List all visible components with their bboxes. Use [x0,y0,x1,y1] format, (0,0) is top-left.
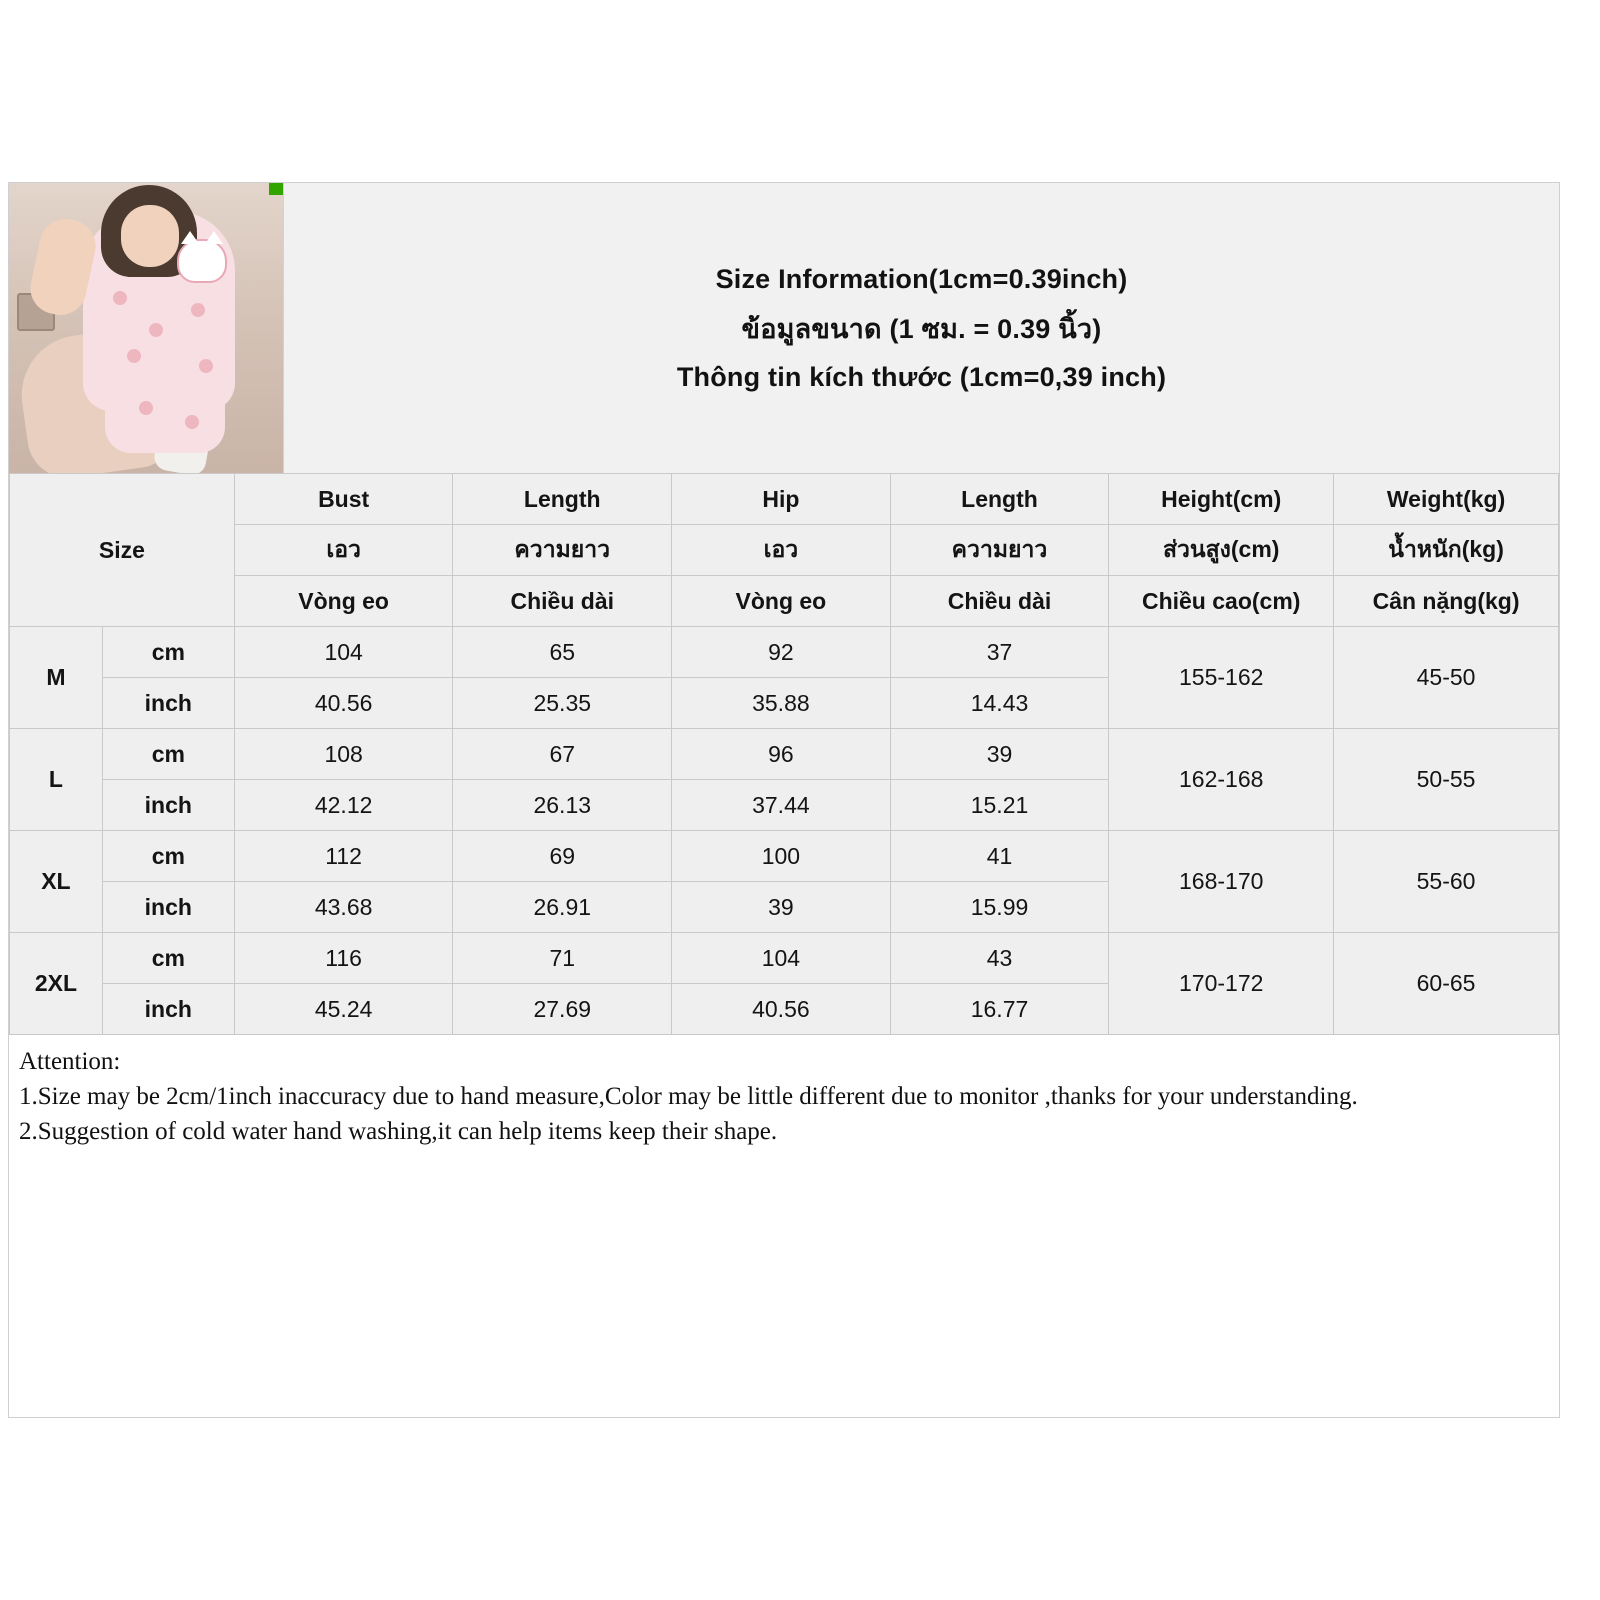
cell-2xl-in-hip: 40.56 [672,984,891,1035]
size-header-cell: Size [10,474,235,627]
attention-note-1: 1.Size may be 2cm/1inch inaccuracy due to hand measure,Color may be little different due to monitor ,thanks for your understanding. [19,1083,1358,1110]
cell-m-cm-length2: 37 [890,627,1109,678]
unit-inch: inch [102,678,234,729]
col-header-bust-vi: Vòng eo [234,576,453,627]
cell-2xl-cm-hip: 104 [672,933,891,984]
cell-m-in-length2: 14.43 [890,678,1109,729]
table-header-row-en [10,474,1559,525]
print-dot [139,401,153,415]
unit-cm: cm [102,729,234,780]
cell-l-cm-bust: 108 [234,729,453,780]
cell-xl-in-hip: 39 [672,882,891,933]
attention-title: Attention: [19,1048,121,1075]
size-chart-sheet [8,182,1560,1418]
print-dot [127,349,141,363]
print-dot [191,303,205,317]
col-header-hip-en: Hip [672,474,891,525]
cell-l-weight: 50-55 [1334,729,1559,831]
table-row [10,933,1559,984]
unit-cm: cm [102,933,234,984]
title-block [284,183,1559,473]
cell-l-cm-length1: 67 [453,729,672,780]
title-line-vi: Thông tin kích thước (1cm=0,39 inch) [676,361,1167,392]
cell-2xl-in-length1: 27.69 [453,984,672,1035]
unit-inch: inch [102,882,234,933]
cell-xl-cm-hip: 100 [672,831,891,882]
product-photo [9,183,284,473]
table-row [10,831,1559,882]
cell-2xl-cm-length2: 43 [890,933,1109,984]
unit-cm: cm [102,627,234,678]
cell-m-cm-bust: 104 [234,627,453,678]
cell-l-in-length2: 15.21 [890,780,1109,831]
title-line-th: ข้อมูลขนาด (1 ซม. = 0.39 นิ้ว) [741,313,1102,344]
col-header-height-en: Height(cm) [1109,474,1334,525]
col-header-length2-en: Length [890,474,1109,525]
col-header-height-vi: Chiều cao(cm) [1109,576,1334,627]
col-header-weight-vi: Cân nặng(kg) [1334,576,1559,627]
unit-inch: inch [102,780,234,831]
col-header-bust-en: Bust [234,474,453,525]
cell-l-in-bust: 42.12 [234,780,453,831]
pajama-shorts [105,379,225,453]
col-header-height-th: ส่วนสูง(cm) [1109,525,1334,576]
cell-xl-in-bust: 43.68 [234,882,453,933]
table-row [10,729,1559,780]
print-dot [185,415,199,429]
kitty-print-icon [177,239,227,283]
cell-l-in-length1: 26.13 [453,780,672,831]
cell-2xl-in-bust: 45.24 [234,984,453,1035]
print-dot [113,291,127,305]
cell-m-weight: 45-50 [1334,627,1559,729]
col-header-length1-en: Length [453,474,672,525]
cell-m-in-hip: 35.88 [672,678,891,729]
print-dot [199,359,213,373]
col-header-length2-th: ความยาว [890,525,1109,576]
col-header-hip-vi: Vòng eo [672,576,891,627]
cell-m-in-bust: 40.56 [234,678,453,729]
table-header-row-th [10,525,1559,576]
cell-xl-cm-length2: 41 [890,831,1109,882]
cell-m-cm-length1: 65 [453,627,672,678]
row-size-xl: XL [10,831,103,933]
row-size-l: L [10,729,103,831]
cell-xl-height: 168-170 [1109,831,1334,933]
header-block [9,183,1559,473]
cell-2xl-cm-length1: 71 [453,933,672,984]
cell-2xl-height: 170-172 [1109,933,1334,1035]
unit-inch: inch [102,984,234,1035]
model-face [121,205,179,267]
cell-2xl-in-length2: 16.77 [890,984,1109,1035]
cell-l-height: 162-168 [1109,729,1334,831]
green-marker [269,183,283,195]
col-header-length2-vi: Chiều dài [890,576,1109,627]
cell-xl-cm-length1: 69 [453,831,672,882]
cell-m-height: 155-162 [1109,627,1334,729]
attention-note-2: 2.Suggestion of cold water hand washing,it can help items keep their shape. [19,1118,778,1145]
cell-l-in-hip: 37.44 [672,780,891,831]
cell-xl-in-length2: 15.99 [890,882,1109,933]
col-header-weight-th: น้ำหนัก(kg) [1334,525,1559,576]
cell-2xl-weight: 60-65 [1334,933,1559,1035]
cell-m-cm-hip: 92 [672,627,891,678]
print-dot [149,323,163,337]
col-header-length1-th: ความยาว [453,525,672,576]
row-size-2xl: 2XL [10,933,103,1035]
unit-cm: cm [102,831,234,882]
cell-xl-in-length1: 26.91 [453,882,672,933]
cell-xl-weight: 55-60 [1334,831,1559,933]
cell-xl-cm-bust: 112 [234,831,453,882]
cell-l-cm-length2: 39 [890,729,1109,780]
cell-2xl-cm-bust: 116 [234,933,453,984]
cell-m-in-length1: 25.35 [453,678,672,729]
col-header-length1-vi: Chiều dài [453,576,672,627]
row-size-m: M [10,627,103,729]
col-header-bust-th: เอว [234,525,453,576]
cell-l-cm-hip: 96 [672,729,891,780]
col-header-hip-th: เอว [672,525,891,576]
attention-block [9,1035,1559,1148]
title-line-en: Size Information(1cm=0.39inch) [715,263,1128,294]
col-header-weight-en: Weight(kg) [1334,474,1559,525]
size-table [9,473,1559,1035]
table-header-row-vi [10,576,1559,627]
table-row [10,627,1559,678]
